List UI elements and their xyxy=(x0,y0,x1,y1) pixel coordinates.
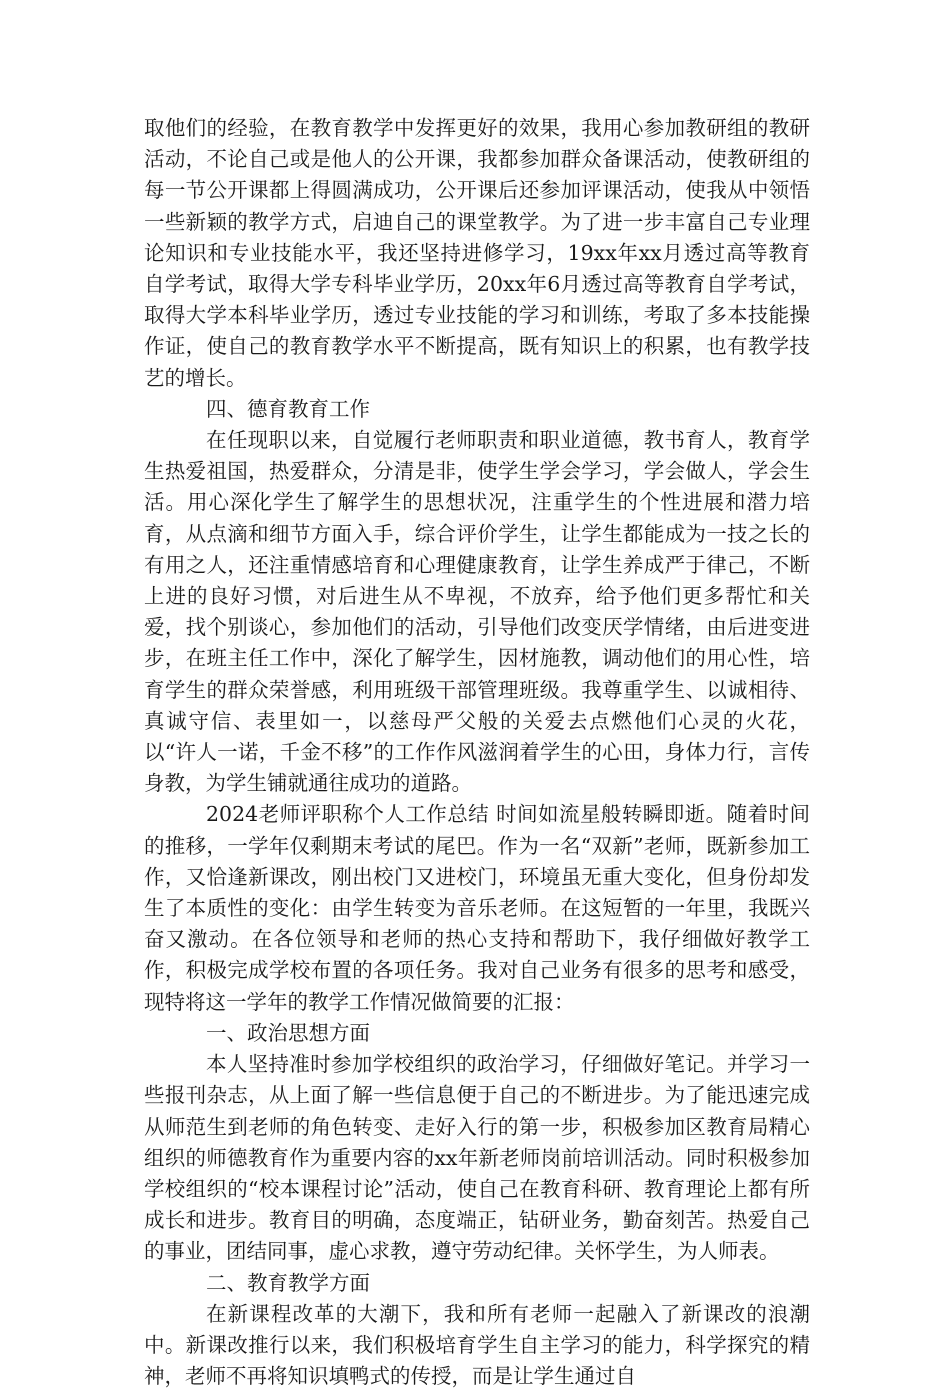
body-paragraph-3: 2024老师评职称个人工作总结 时间如流星般转瞬即逝。随着时间的推移，一学年仅剩期末考试的尾巴。作为一名“双新”老师，既新参加工作，又恰逢新课改，刚出校门又进校门，环境虽无重大变化，但身份却发生了本质性的变化：由学生转变为音乐老师。在这短暂的一年里，我既兴奋又激动。在各位领导和老师的热心支持和帮助下，我仔细做好教学工作，积极完成学校布置的各项任务。我对自己业务有很多的思考和感受，现特将这一学年的教学工作情况做简要的汇报： xyxy=(144,802,810,1014)
body-paragraph-5: 在新课程改革的大潮下，我和所有老师一起融入了新课改的浪潮中。新课改推行以来，我们积极培育学生自主学习的能力，科学探究的精神，老师不再将知识填鸭式的传授，而是让学生通过自 xyxy=(144,1301,810,1389)
body-paragraph-4: 本人坚持准时参加学校组织的政治学习，仔细做好笔记。并学习一些报刊杂志，从上面了解一些信息便于自己的不断进步。为了能迅速完成从师范生到老师的角色转变、走好入行的第一步，积极参加区教育局精心组织的师德教育作为重要内容的xx年新老师岗前培训活动。同时积极参加学校组织的“校本课程讨论”活动，使自己在教育科研、教育理论上都有所成长和进步。教育目的明确，态度端正，钻研业务，勤奋刻苦。热爱自己的事业，团结同事，虚心求教，遵守劳动纪律。关怀学生，为人师表。 xyxy=(144,1052,810,1264)
section-heading-moral-education: 四、德育教育工作 xyxy=(206,396,370,421)
body-paragraph-1: 取他们的经验，在教育教学中发挥更好的效果，我用心参加教研组的教研活动，不论自己或是他人的公开课，我都参加群众备课活动，使教研组的每一节公开课都上得圆满成功，公开课后还参加评课活动，使我从中领悟一些新颖的教学方式，启迪自己的课堂教学。为了进一步丰富自己专业理论知识和专业技能水平，我还坚持进修学习，19xx年xx月透过高等教育自学考试，取得大学专科毕业学历，20xx年6月透过高等教育自学考试，取得大学本科毕业学历，透过专业技能的学习和训练，考取了多本技能操作证，使自己的教育教学水平不断提高，既有知识上的积累，也有教学技艺的增长。 xyxy=(144,116,810,390)
section-heading-teaching: 二、教育教学方面 xyxy=(206,1270,370,1295)
body-paragraph-2: 在任现职以来，自觉履行老师职责和职业道德，教书育人，教育学生热爱祖国，热爱群众，分清是非，使学生学会学习，学会做人，学会生活。用心深化学生了解学生的思想状况，注重学生的个性进展和潜力培育，从点滴和细节方面入手，综合评价学生，让学生都能成为一技之长的有用之人，还注重情感培育和心理健康教育，让学生养成严于律己，不断上进的良好习惯，对后进生从不卑视，不放弃，给予他们更多帮忙和关爱，找个别谈心，参加他们的活动，引导他们改变厌学情绪，由后进变进步，在班主任工作中，深化了解学生，因材施教，调动他们的用心性，培育学生的群众荣誉感，利用班级干部管理班级。我尊重学生、以诚相待、真诚守信、表里如一，以慈母严父般的关爱去点燃他们心灵的火花，以“许人一诺，千金不移”的工作作风滋润着学生的心田，身体力行，言传身教，为学生铺就通往成功的道路。 xyxy=(144,428,810,796)
document-body xyxy=(144,113,810,1392)
section-heading-political-thought: 一、政治思想方面 xyxy=(206,1020,370,1045)
